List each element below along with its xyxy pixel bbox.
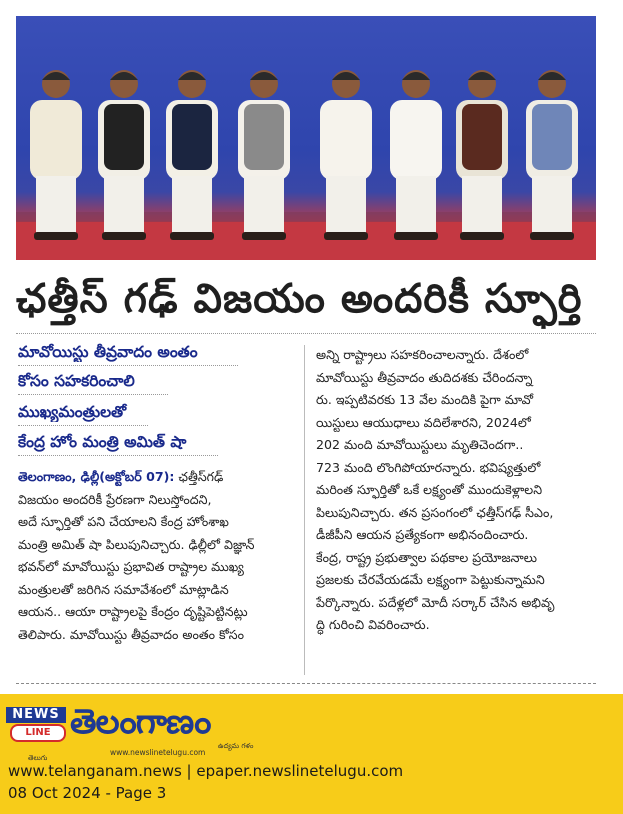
- body-line: పిలుపునిచ్చారు. తన ప్రసంగంలో ఛత్తీస్‌గఢ్ సీఎం,: [316, 504, 554, 520]
- body-line: ద్ధి గురించి వివరించారు.: [316, 617, 430, 632]
- photo-person: [526, 70, 578, 240]
- body-line: విజయం అందరికీ ప్రేరణగా నిలుస్తోందని,: [18, 491, 212, 507]
- photo-person: [456, 70, 508, 240]
- photo-person: [98, 70, 150, 240]
- body-line: ప్రజలకు చేరవేయడమే లక్ష్యంగా పెట్టుకున్నామని: [316, 572, 545, 587]
- footer-edition: 08 Oct 2024 - Page 3: [8, 784, 167, 802]
- subhead-divider: [18, 365, 238, 366]
- article-column-right: [316, 344, 596, 637]
- newsline-logo[interactable]: [6, 707, 66, 762]
- headline-divider: [16, 333, 596, 334]
- body-line: పేర్కొన్నారు. పదేళ్లలో మోదీ సర్కార్ చేసిన అభివృ: [316, 594, 555, 610]
- body-line: అన్ని రాష్ట్రాలు సహకరించాలన్నారు. దేశంలో: [316, 347, 529, 362]
- article-column-left: [18, 466, 296, 646]
- body-line: కేంద్ర, రాష్ట్ర ప్రభుత్వాల పథకాల ప్రయోజనాలు: [316, 549, 538, 565]
- logo-tagline: ఉద్యమ గళం: [218, 742, 254, 750]
- subhead-line-1: మావోయిస్టు తీవ్రవాదం అంతం: [18, 343, 198, 361]
- body-line: భవన్‌లో మావోయిస్టు ప్రభావిత రాష్ట్రాల ముఖ్య: [18, 559, 244, 574]
- body-line: డీజీపీని ఆయన ప్రత్యేకంగా అభినందించారు.: [316, 527, 529, 542]
- photo-person: [320, 70, 372, 240]
- body-text: ఛత్తీస్‌గఢ్: [178, 469, 224, 484]
- group-photo-illustration: [16, 16, 596, 260]
- news-photo: [16, 16, 596, 260]
- subhead-line-3: ముఖ్యమంత్రులతో: [18, 403, 127, 421]
- telanganam-logo[interactable]: తెలంగాణం: [70, 702, 211, 742]
- body-line: మంత్రి అమిత్ షా పిలుపునిచ్చారు. ఢిల్లీలో విజ్ఞాన్: [18, 536, 255, 552]
- body-line: యిస్టులు ఆయుధాలు వదిలేశారని, 2024లో: [316, 414, 531, 430]
- subhead-divider: [18, 455, 218, 456]
- footer-divider: [16, 683, 596, 684]
- footer-sites[interactable]: www.telanganam.news | epaper.newslinetelugu.com: [8, 762, 404, 780]
- body-line: ఆయన.. ఆయా రాష్ట్రాలపై కేంద్రం దృష్టిపెట్టినట్లు: [18, 604, 248, 619]
- body-line: మంత్రులతో జరిగిన సమావేశంలో మాట్లాడిన: [18, 581, 229, 597]
- logo-news-text: NEWS: [6, 707, 66, 723]
- subhead-line-4: కేంద్ర హోం మంత్రి అమిత్ షా: [18, 433, 187, 451]
- body-line-1: [18, 466, 296, 489]
- photo-person: [238, 70, 290, 240]
- photo-person: [390, 70, 442, 240]
- dateline: తెలంగాణం, ఢిల్లీ(అక్టోబర్ 07):: [18, 469, 175, 484]
- body-line: మరింత స్ఫూర్తితో ఒకే లక్ష్యంతో ముందుకెళ్లాలని: [316, 482, 543, 497]
- subhead-line-2: కోసం సహకరించాలి: [18, 372, 135, 390]
- subhead-divider: [18, 394, 168, 395]
- logo-url: www.newslinetelugu.com: [110, 748, 206, 757]
- logo-small-text: తెలుగు: [28, 754, 48, 762]
- headline: ఛత్తీస్ గఢ్ విజయం అందరికీ స్ఫూర్తి: [16, 276, 583, 322]
- photo-person: [30, 70, 82, 240]
- photo-person: [166, 70, 218, 240]
- column-divider: [304, 345, 305, 675]
- subhead-divider: [18, 425, 148, 426]
- body-line: తెలిపారు. మావోయిస్టు తీవ్రవాదం అంతం కోసం: [18, 626, 244, 642]
- body-line: మావోయిస్టు తీవ్రవాదం తుదిదశకు చేరిందన్నా: [316, 369, 533, 385]
- footer: [0, 694, 623, 814]
- body-line: 202 మంది మావోయిస్టులు మృతిచెందగా..: [316, 437, 524, 452]
- body-line: 723 మంది లొంగిపోయారన్నారు. భవిష్యత్తులో: [316, 459, 541, 475]
- body-line: అదే స్ఫూర్తితో పని చేయాలని కేంద్ర హోంశాఖ: [18, 514, 229, 529]
- logo-line-text: LINE: [10, 724, 66, 742]
- body-line: రు. ఇప్పటివరకు 13 వేల మందికి పైగా మావో: [316, 392, 534, 407]
